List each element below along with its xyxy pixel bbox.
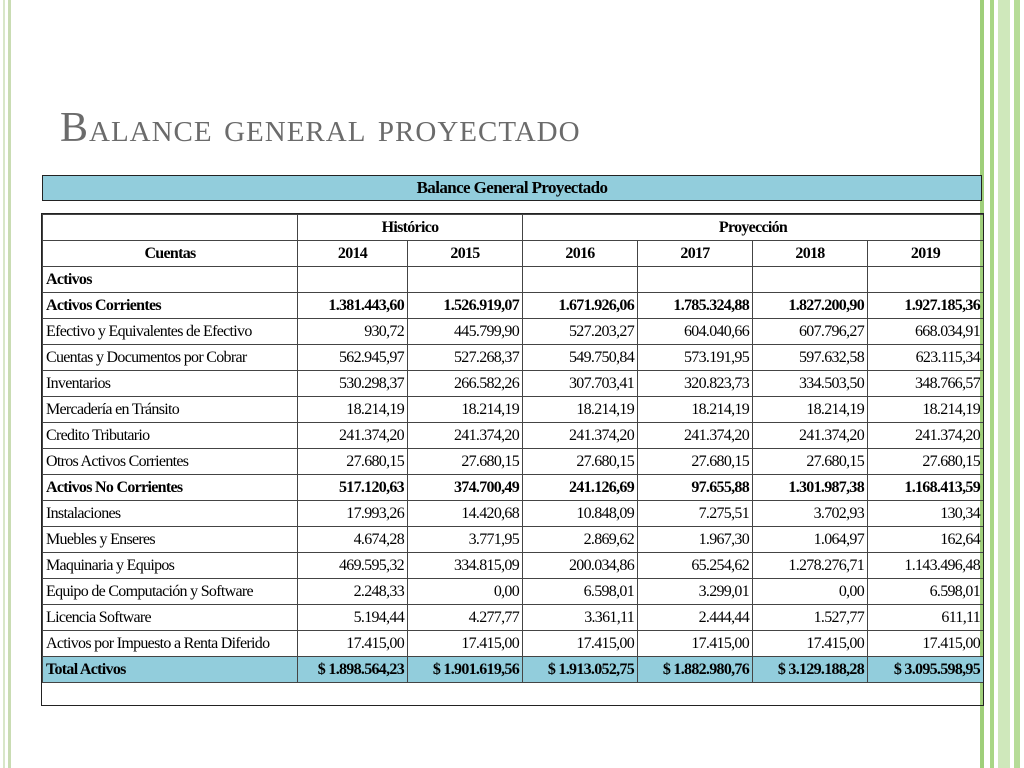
cell-value: 307.703,41 <box>523 371 638 397</box>
table-row <box>43 293 984 319</box>
cell-value: 930,72 <box>298 319 408 345</box>
cell-value: 0,00 <box>753 579 868 605</box>
cell-value: 517.120,63 <box>298 475 408 501</box>
year-2015: 2015 <box>408 241 523 267</box>
table-row <box>43 579 984 605</box>
cell-value: 334.503,50 <box>753 371 868 397</box>
row-label: Maquinaria y Equipos <box>43 553 298 579</box>
cell-value: 562.945,97 <box>298 345 408 371</box>
cell-value: 241.374,20 <box>298 423 408 449</box>
year-2017: 2017 <box>638 241 753 267</box>
cell-value: 65.254,62 <box>638 553 753 579</box>
table-row <box>43 553 984 579</box>
table-row <box>43 475 984 501</box>
cell-value: 130,34 <box>868 501 984 527</box>
cell-value: 27.680,15 <box>298 449 408 475</box>
total-value: $ 1.898.564,23 <box>298 657 408 683</box>
cell-value: 7.275,51 <box>638 501 753 527</box>
cell-value: 14.420,68 <box>408 501 523 527</box>
cell-value: 611,11 <box>868 605 984 631</box>
total-value: $ 1.882.980,76 <box>638 657 753 683</box>
cell-value: 445.799,90 <box>408 319 523 345</box>
cell-value: 604.040,66 <box>638 319 753 345</box>
cell-value: 3.361,11 <box>523 605 638 631</box>
table-row <box>43 501 984 527</box>
table-row <box>43 397 984 423</box>
cell-value: 1.278.276,71 <box>753 553 868 579</box>
total-value: $ 3.129.188,28 <box>753 657 868 683</box>
cell-value: 573.191,95 <box>638 345 753 371</box>
cell-value: 6.598,01 <box>868 579 984 605</box>
cell-value: 527.203,27 <box>523 319 638 345</box>
cell-value: 27.680,15 <box>638 449 753 475</box>
cell-value: 241.374,20 <box>753 423 868 449</box>
total-value: $ 1.901.619,56 <box>408 657 523 683</box>
cell-value: 3.702,93 <box>753 501 868 527</box>
table-row <box>43 449 984 475</box>
section-label: Activos <box>43 267 298 293</box>
cell-value: 1.927.185,36 <box>868 293 984 319</box>
cell-value: 469.595,32 <box>298 553 408 579</box>
row-label: Mercadería en Tránsito <box>43 397 298 423</box>
cell-value: 3.771,95 <box>408 527 523 553</box>
group-historic: Histórico <box>298 215 523 241</box>
table-row <box>43 631 984 657</box>
cell-value: 10.848,09 <box>523 501 638 527</box>
cell-value: 1.827.200,90 <box>753 293 868 319</box>
row-label: Licencia Software <box>43 605 298 631</box>
slide-title: Balance general proyectado <box>60 105 581 151</box>
cell-value: 18.214,19 <box>868 397 984 423</box>
table-row <box>43 371 984 397</box>
table-row <box>43 527 984 553</box>
group-header-empty <box>43 215 298 241</box>
cell-value: 4.674,28 <box>298 527 408 553</box>
row-label: Instalaciones <box>43 501 298 527</box>
cell-value: 17.415,00 <box>868 631 984 657</box>
total-value: $ 1.913.052,75 <box>523 657 638 683</box>
cell-value: 607.796,27 <box>753 319 868 345</box>
cell-value: 1.527,77 <box>753 605 868 631</box>
cell-value: 527.268,37 <box>408 345 523 371</box>
row-label: Cuentas y Documentos por Cobrar <box>43 345 298 371</box>
cell-value: 266.582,26 <box>408 371 523 397</box>
cell-value: 17.415,00 <box>408 631 523 657</box>
cell-value: 623.115,34 <box>868 345 984 371</box>
row-label: Muebles y Enseres <box>43 527 298 553</box>
cell-value: 18.214,19 <box>523 397 638 423</box>
row-label: Activos No Corrientes <box>43 475 298 501</box>
cell-value: 549.750,84 <box>523 345 638 371</box>
row-label: Equipo de Computación y Software <box>43 579 298 605</box>
cell-value: 241.374,20 <box>523 423 638 449</box>
cell-value: 1.967,30 <box>638 527 753 553</box>
right-decorative-border <box>980 0 1024 768</box>
cell-value: 6.598,01 <box>523 579 638 605</box>
table-banner: Balance General Proyectado <box>42 175 982 201</box>
cell-value: 1.785.324,88 <box>638 293 753 319</box>
cell-value: 2.869,62 <box>523 527 638 553</box>
cell-value: 1.671.926,06 <box>523 293 638 319</box>
row-label: Efectivo y Equivalentes de Efectivo <box>43 319 298 345</box>
cell-value: 18.214,19 <box>298 397 408 423</box>
cell-value: 241.374,20 <box>638 423 753 449</box>
cell-value: 0,00 <box>408 579 523 605</box>
cell-value: 3.299,01 <box>638 579 753 605</box>
cell-value: 27.680,15 <box>753 449 868 475</box>
row-label: Otros Activos Corrientes <box>43 449 298 475</box>
cell-value: 18.214,19 <box>638 397 753 423</box>
row-label: Activos Corrientes <box>43 293 298 319</box>
cell-value: 668.034,91 <box>868 319 984 345</box>
cell-value: 1.168.413,59 <box>868 475 984 501</box>
year-2016: 2016 <box>523 241 638 267</box>
row-label: Inventarios <box>43 371 298 397</box>
cell-value: 27.680,15 <box>408 449 523 475</box>
cell-value: 1.381.443,60 <box>298 293 408 319</box>
cell-value: 27.680,15 <box>523 449 638 475</box>
left-decorative-border <box>0 0 12 768</box>
cell-value: 320.823,73 <box>638 371 753 397</box>
table-row <box>43 319 984 345</box>
cell-value: 241.126,69 <box>523 475 638 501</box>
total-row <box>43 657 984 683</box>
cell-value: 17.415,00 <box>523 631 638 657</box>
total-label: Total Activos <box>43 657 298 683</box>
row-label: Credito Tributario <box>43 423 298 449</box>
cell-value: 1.143.496,48 <box>868 553 984 579</box>
table-row <box>43 423 984 449</box>
cell-value: 162,64 <box>868 527 984 553</box>
cell-value: 2.444,44 <box>638 605 753 631</box>
year-2014: 2014 <box>298 241 408 267</box>
cell-value: 17.993,26 <box>298 501 408 527</box>
cell-value: 597.632,58 <box>753 345 868 371</box>
table-row <box>43 345 984 371</box>
cell-value: 1.526.919,07 <box>408 293 523 319</box>
cell-value: 2.248,33 <box>298 579 408 605</box>
cell-value: 17.415,00 <box>753 631 868 657</box>
cell-value: 348.766,57 <box>868 371 984 397</box>
col-accounts: Cuentas <box>43 241 298 267</box>
cell-value: 27.680,15 <box>868 449 984 475</box>
balance-table <box>42 214 984 683</box>
cell-value: 4.277,77 <box>408 605 523 631</box>
row-label: Activos por Impuesto a Renta Diferido <box>43 631 298 657</box>
cell-value: 17.415,00 <box>638 631 753 657</box>
cell-value: 374.700,49 <box>408 475 523 501</box>
year-2019: 2019 <box>868 241 984 267</box>
cell-value: 241.374,20 <box>408 423 523 449</box>
year-header-row <box>43 241 984 267</box>
cell-value: 334.815,09 <box>408 553 523 579</box>
group-projection: Proyección <box>523 215 984 241</box>
year-2018: 2018 <box>753 241 868 267</box>
cell-value: 1.301.987,38 <box>753 475 868 501</box>
group-header-row <box>43 215 984 241</box>
cell-value: 5.194,44 <box>298 605 408 631</box>
cell-value: 241.374,20 <box>868 423 984 449</box>
cell-value: 17.415,00 <box>298 631 408 657</box>
cell-value: 18.214,19 <box>753 397 868 423</box>
table-row <box>43 605 984 631</box>
cell-value: 1.064,97 <box>753 527 868 553</box>
total-value: $ 3.095.598,95 <box>868 657 984 683</box>
cell-value: 97.655,88 <box>638 475 753 501</box>
cell-value: 530.298,37 <box>298 371 408 397</box>
cell-value: 18.214,19 <box>408 397 523 423</box>
cell-value: 200.034,86 <box>523 553 638 579</box>
section-row <box>43 267 984 293</box>
